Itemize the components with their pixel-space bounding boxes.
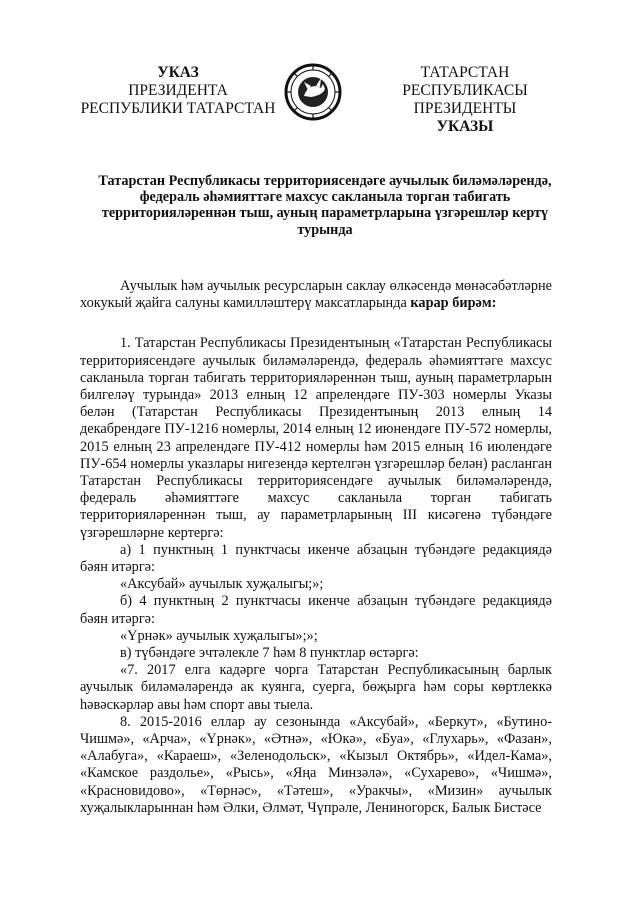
paragraph-a-quote: «Аксубай» аучылык хуҗалыгы;»;	[120, 576, 324, 593]
header-right-tt	[365, 64, 565, 136]
paragraph-v: в) түбәндәге эчтәлекле 7 һәм 8 пунктлар өстәргә:	[120, 645, 419, 662]
header-left-line-3: РЕСПУБЛИКИ ТАТАРСТАН	[80, 100, 276, 117]
paragraph-b-quote: «Үрнәк» аучылык хуҗалыгы»;»;	[120, 627, 318, 644]
intro-paragraph	[80, 278, 552, 312]
header-left-line-1: УКАЗ	[157, 64, 199, 81]
paragraph-7: «7. 2017 елга кадәрге чорга Татарстан Республикасының барлык аучылык биләмәләрендә ак куянга, суерга, бөҗырга һәм соры көртлеккә һәвәскәрләр авы һәм спорт авы тыела.	[80, 662, 552, 713]
paragraph-b: б) 4 пунктның 2 пунктчасы икенче абзацын түбәндәге редакциядә бәян итәргә:	[80, 593, 552, 627]
intro-bold: карар бирәм:	[410, 295, 497, 312]
header-right-line-1: ТАТАРСТАН РЕСПУБЛИКАСЫ	[402, 64, 528, 99]
header-left-ru	[78, 64, 278, 118]
paragraph-8: 8. 2015-2016 еллар ау сезонында «Аксубай», «Беркут», «Бутино-Чишмә», «Арча», «Үрнәк», «Әтнә», «Юкә», «Буа», «Глухарь», «Фазан», «Алабуга», «Караеш», «Зеленодольск», «Кызыл Октябрь», «Идел-Кама», «Камское раздолье», «Рысь», «Яңа Минзәлә», «Сухарево», «Чишмә», «Красновидово», «Төрнәс», «Тәтеш», «Уракчы», «Мизин» аучылык хуҗалыкларыннан һәм Әлки, Әлмәт, Чүпрәле, Лениногорск, Балык Бистәсе	[80, 713, 552, 816]
header-left-line-2: ПРЕЗИДЕНТА	[128, 82, 228, 99]
tatarstan-emblem-icon	[283, 62, 343, 122]
header-right-line-2: ПРЕЗИДЕНТЫ	[413, 100, 517, 117]
paragraph-1: 1. Татарстан Республикасы Президентының «Татарстан Республикасы территориясендәге аучылык биләмәләрендә, федераль әһәмияттәге махсус сакланыла торган табигать территорияләреннән тыш, ауның параметрларын билгеләү турында» 2013 елның 12 апрелендәге ПУ-303 номерлы Указы белән (Татарстан Республикасы Президентының 2013 елның 14 декабрендәге ПУ-1216 номерлы, 2014 елның 12 июнендәге ПУ-572 номерлы, 2015 елның 23 апрелендәге ПУ-412 номерлы һәм 2015 елның 16 июлендәге ПУ-654 номерлы указлары нигезендә кертелгән үзгәрешләр белән) расланган Татарстан Республикасы территориясендәге аучылык биләмәләрендә, федераль әһәмияттәге махсус сакланыла торган табигать территорияләреннән тыш, ау параметрларының III кисәгенә түбәндәге үзгәрешләрне кертергә:	[80, 335, 552, 541]
header-right-line-3: УКАЗЫ	[436, 118, 494, 135]
paragraph-a: а) 1 пунктның 1 пунктчасы икенче абзацын түбәндәге редакциядә бәян итәргә:	[80, 541, 552, 576]
document-header	[0, 62, 640, 135]
document-title: Татарстан Республикасы территориясендәге аучылык биләмәләрендә, федераль әһәмияттәге махсус сакланыла торган табигать территорияләреннән тыш, ауның параметрларына үзгәрешләр кертү турында	[98, 173, 552, 238]
document-body	[80, 278, 552, 817]
intro-text: Аучылык һәм аучылык ресурсларын саклау өлкәсендә мөнәсәбәтләрне хокукый җайга салуны камилләштерү максатларында	[80, 278, 552, 312]
